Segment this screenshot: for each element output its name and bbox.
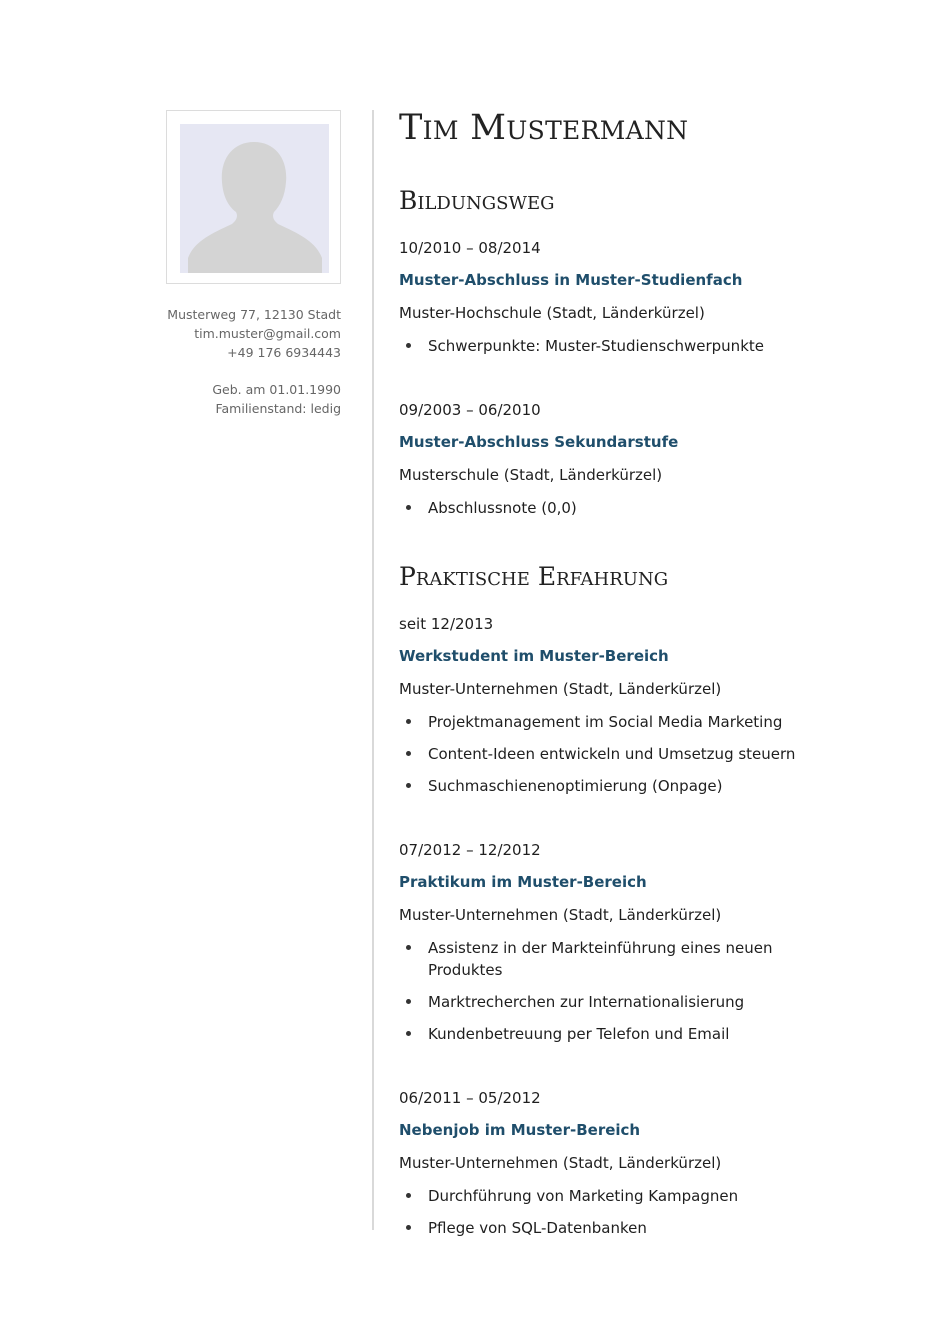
birth-date: Geb. am 01.01.1990 — [212, 382, 341, 397]
section-title-education: Bildungsweg — [399, 186, 555, 215]
education-entry — [399, 400, 919, 529]
page-title: Tim Mustermann — [399, 108, 689, 148]
experience-entry — [399, 1088, 919, 1249]
personal-info-block — [140, 380, 341, 418]
profile-photo-placeholder — [180, 124, 329, 273]
entry-bullet: Schwerpunkte: Muster-Studienschwerpunkte — [399, 335, 828, 357]
section-title-experience: Praktische Erfahrung — [399, 562, 669, 591]
marital-status: Familienstand: ledig — [215, 401, 341, 416]
entry-date: 06/2011 – 05/2012 — [399, 1089, 541, 1107]
entry-title: Muster-Abschluss in Muster-Studienfach — [399, 271, 743, 290]
entry-date: 09/2003 – 06/2010 — [399, 401, 541, 419]
entry-bullet: Pflege von SQL-Datenbanken — [399, 1217, 828, 1239]
entry-organization: Muster-Hochschule (Stadt, Länderkürzel) — [399, 303, 705, 322]
entry-bullet-list — [399, 497, 919, 519]
entry-bullet: Suchmaschienenoptimierung (Onpage) — [399, 775, 828, 797]
entry-bullet-list — [399, 937, 919, 1045]
contact-block — [140, 305, 341, 362]
contact-address: Musterweg 77, 12130 Stadt — [167, 307, 341, 322]
contact-email: tim.muster@gmail.com — [194, 326, 341, 341]
entry-title: Muster-Abschluss Sekundarstufe — [399, 433, 679, 452]
entry-bullet-list — [399, 335, 919, 357]
entry-title: Werkstudent im Muster-Bereich — [399, 647, 669, 666]
entry-bullet: Marktrecherchen zur Internationalisierung — [399, 991, 828, 1013]
entry-bullet: Assistenz in der Markteinführung eines neuen Produktes — [399, 937, 828, 981]
entry-date: 07/2012 – 12/2012 — [399, 841, 541, 859]
entry-bullet: Projektmanagement im Social Media Marketing — [399, 711, 828, 733]
entry-organization: Musterschule (Stadt, Länderkürzel) — [399, 465, 663, 484]
entry-bullet: Content-Ideen entwickeln und Umsetzug steuern — [399, 743, 828, 765]
entry-bullet: Kundenbetreuung per Telefon und Email — [399, 1023, 828, 1045]
entry-organization: Muster-Unternehmen (Stadt, Länderkürzel) — [399, 679, 722, 698]
experience-entry — [399, 840, 919, 1055]
experience-entry — [399, 614, 919, 807]
entry-title: Nebenjob im Muster-Bereich — [399, 1121, 641, 1140]
contact-phone: +49 176 6934443 — [227, 345, 341, 360]
vertical-divider — [372, 110, 374, 1230]
entry-title: Praktikum im Muster-Bereich — [399, 873, 647, 892]
entry-date: seit 12/2013 — [399, 615, 494, 633]
entry-bullet: Abschlussnote (0,0) — [399, 497, 828, 519]
entry-organization: Muster-Unternehmen (Stadt, Länderkürzel) — [399, 1153, 722, 1172]
profile-photo-frame — [166, 110, 341, 284]
entry-bullet-list — [399, 1185, 919, 1239]
person-silhouette-icon — [180, 124, 329, 273]
education-entry — [399, 238, 919, 367]
entry-bullet: Durchführung von Marketing Kampagnen — [399, 1185, 828, 1207]
entry-organization: Muster-Unternehmen (Stadt, Länderkürzel) — [399, 905, 722, 924]
entry-bullet-list — [399, 711, 919, 797]
entry-date: 10/2010 – 08/2014 — [399, 239, 541, 257]
